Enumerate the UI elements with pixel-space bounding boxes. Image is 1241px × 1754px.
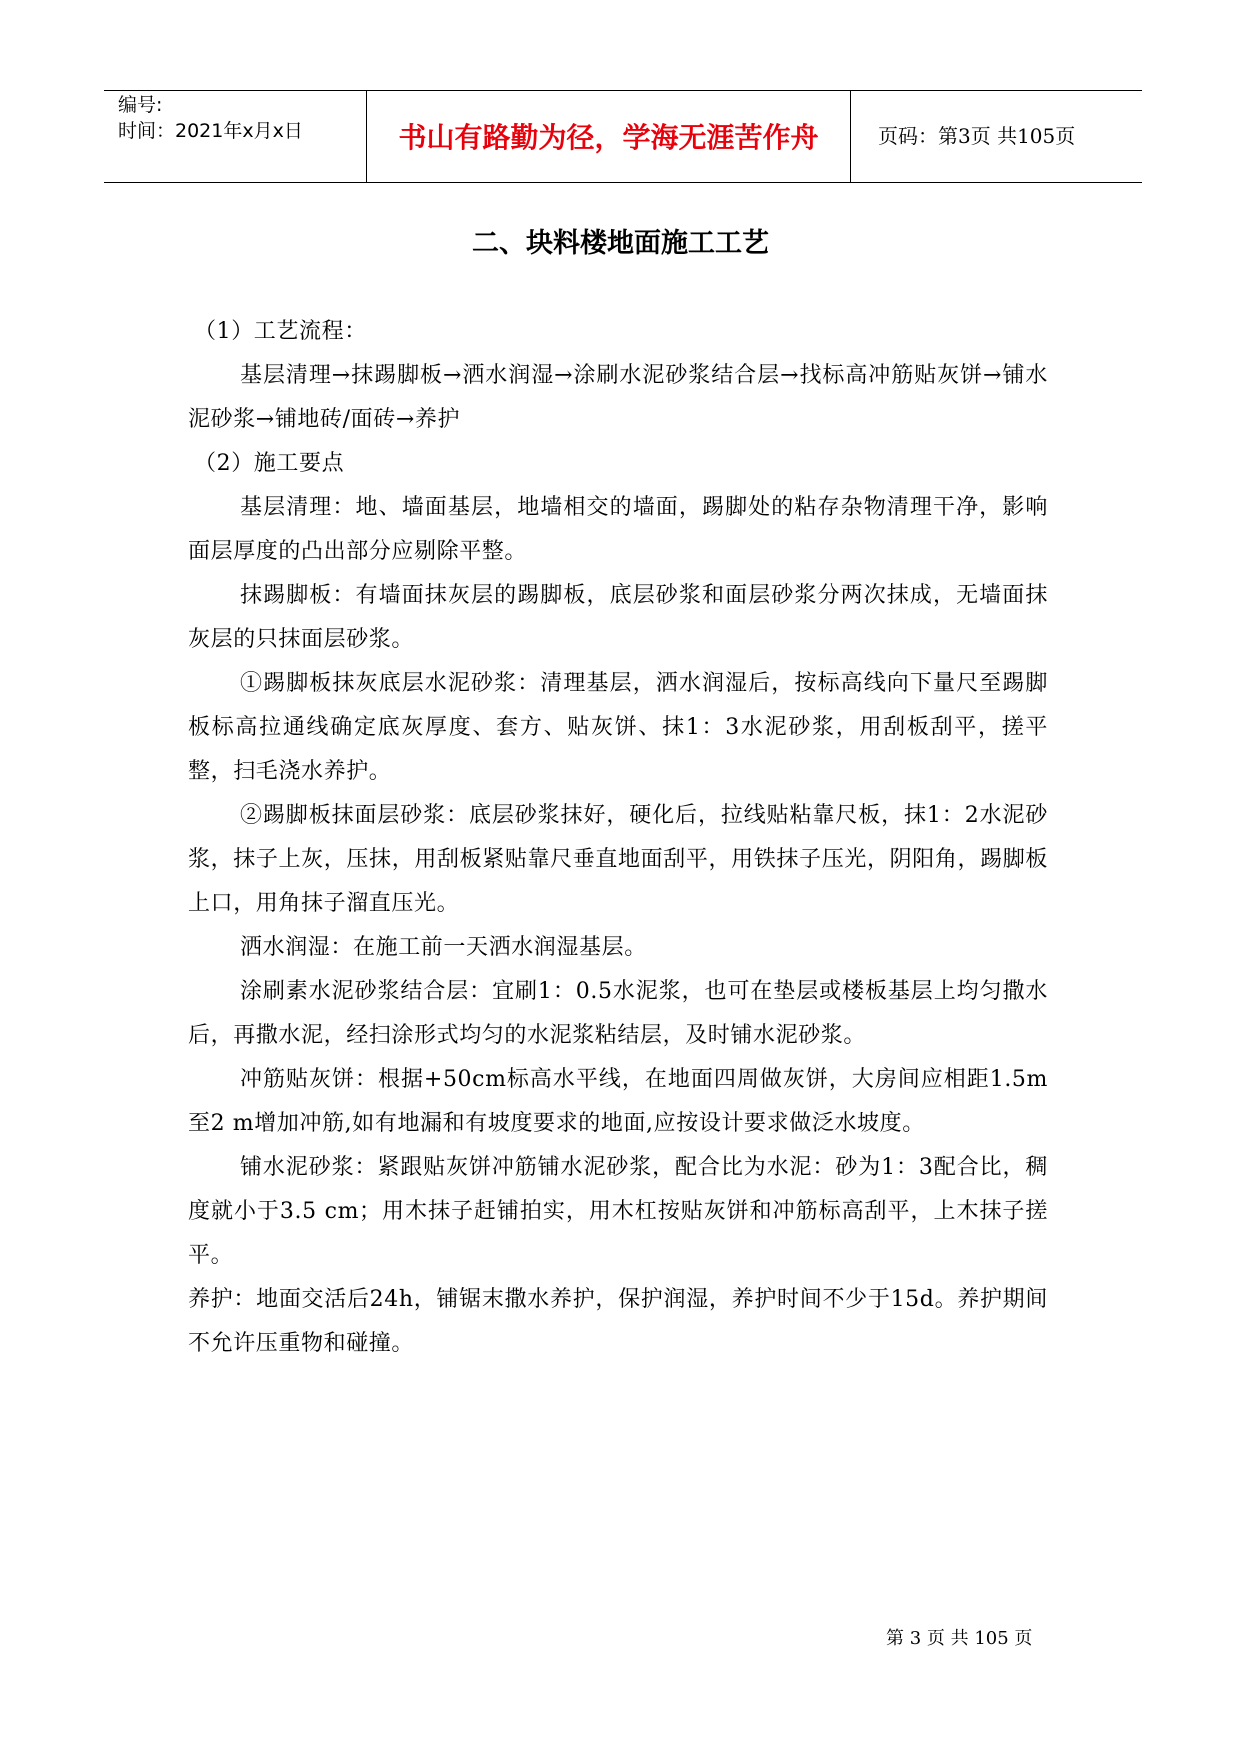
header-motto-cell	[367, 91, 851, 182]
document-time-label: 时间：2021年x月x日	[118, 120, 303, 142]
subsection-heading: （1）工艺流程：	[194, 319, 367, 344]
body-paragraph: 涂刷素水泥砂浆结合层：宜刷1：0.5水泥浆，也可在垫层或楼板基层上均匀撒水后，再撒水泥，经扫涂形式均匀的水泥浆粘结层，及时铺水泥砂浆。	[188, 979, 1048, 1048]
body-paragraph: 铺水泥砂浆：紧跟贴灰饼冲筋铺水泥砂浆，配合比为水泥：砂为1：3配合比，稠度就小于3.5 cm；用木抹子赶铺拍实，用木杠按贴灰饼和冲筋标高刮平，上木抹子搓平。	[188, 1155, 1048, 1268]
header-motto: 书山有路勤为径，学海无涯苦作舟	[398, 121, 819, 154]
body-paragraph: ②踢脚板抹面层砂浆：底层砂浆抹好，硬化后，拉线贴粘靠尺板，抹1：2水泥砂浆，抹子上灰，压抹，用刮板紧贴靠尺垂直地面刮平，用铁抹子压光，阴阳角，踢脚板上口，用角抹子溜直压光。	[188, 803, 1048, 916]
subsection-heading: （2）施工要点	[194, 451, 345, 476]
document-body	[188, 310, 1048, 1366]
header-page-number: 页码：第3页 共105页	[878, 124, 1076, 148]
body-paragraph: 洒水润湿：在施工前一天洒水润湿基层。	[240, 935, 647, 960]
page-footer: 第 3 页 共 105 页	[886, 1628, 1033, 1649]
header-page-cell	[864, 91, 1142, 182]
section-title: 二、块料楼地面施工工艺	[472, 228, 769, 259]
body-paragraph: ①踢脚板抹灰底层水泥砂浆：清理基层，洒水润湿后，按标高线向下量尺至踢脚板标高拉通线确定底灰厚度、套方、贴灰饼、抹1：3水泥砂浆，用刮板刮平，搓平整，扫毛浇水养护。	[188, 671, 1048, 784]
header-info-cell	[104, 91, 367, 182]
body-paragraph: 养护：地面交活后24h，铺锯末撒水养护，保护润湿，养护时间不少于15d。养护期间不允许压重物和碰撞。	[188, 1287, 1048, 1356]
process-flow-paragraph: 基层清理→抹踢脚板→洒水润湿→涂刷水泥砂浆结合层→找标高冲筋贴灰饼→铺水泥砂浆→铺地砖/面砖→养护	[188, 363, 1048, 432]
body-paragraph: 抹踢脚板：有墙面抹灰层的踢脚板，底层砂浆和面层砂浆分两次抹成，无墙面抹灰层的只抹面层砂浆。	[188, 583, 1048, 652]
page-header	[104, 90, 1142, 183]
body-paragraph: 冲筋贴灰饼：根据+50cm标高水平线，在地面四周做灰饼，大房间应相距1.5m至2 m增加冲筋,如有地漏和有坡度要求的地面,应按设计要求做泛水坡度。	[188, 1067, 1048, 1136]
document-number-label: 编号:	[118, 94, 163, 116]
body-paragraph: 基层清理：地、墙面基层，地墙相交的墙面，踢脚处的粘存杂物清理干净，影响面层厚度的凸出部分应剔除平整。	[188, 495, 1048, 564]
